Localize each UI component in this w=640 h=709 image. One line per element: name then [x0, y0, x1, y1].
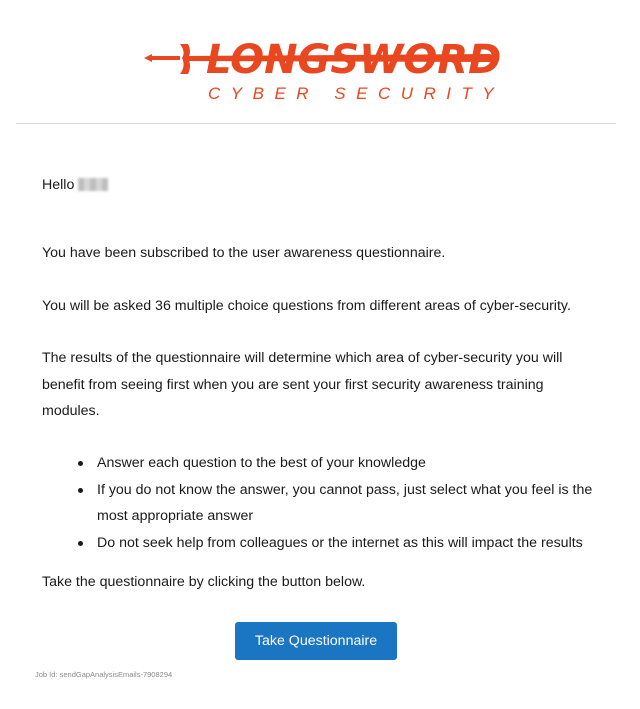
instruction-text: Do not seek help from colleagues or the internet as this will impact the results	[97, 534, 583, 551]
greeting-text: Hello	[42, 177, 75, 193]
email-header	[0, 0, 640, 124]
list-item	[42, 477, 602, 530]
longsword-logo	[140, 30, 505, 110]
take-questionnaire-button[interactable]: Take Questionnaire	[235, 622, 397, 660]
paragraph-subscribed: You have been subscribed to the user awareness questionnaire.	[42, 245, 446, 262]
paragraph-questions: You will be asked 36 multiple choice questions from different areas of cyber-security.	[42, 298, 571, 315]
paragraph-results: The results of the questionnaire will determine which area of cyber-security you will benefit from seeing first when you are sent your first security awareness training modules.	[42, 350, 563, 420]
redacted-recipient-name	[78, 178, 108, 191]
bullet-icon	[78, 488, 83, 493]
list-item	[42, 530, 602, 557]
instruction-text: Answer each question to the best of your knowledge	[97, 455, 426, 471]
list-item	[42, 450, 602, 477]
logo-wordmark: LONGSWORD	[206, 37, 502, 83]
cta-text: Take the questionnaire by clicking the button below.	[42, 574, 366, 590]
instructions-list	[42, 450, 602, 556]
greeting	[42, 172, 108, 198]
bullet-icon	[78, 541, 83, 546]
header-divider	[16, 123, 616, 124]
logo-subtitle: CYBER SECURITY	[208, 84, 505, 103]
bullet-icon	[78, 461, 83, 466]
instruction-text: If you do not know the answer, you cannot pass, just select what you feel is the most appropriate answer	[97, 481, 593, 524]
job-id: Job Id: sendGapAnalysisEmails-7908294	[35, 670, 173, 679]
